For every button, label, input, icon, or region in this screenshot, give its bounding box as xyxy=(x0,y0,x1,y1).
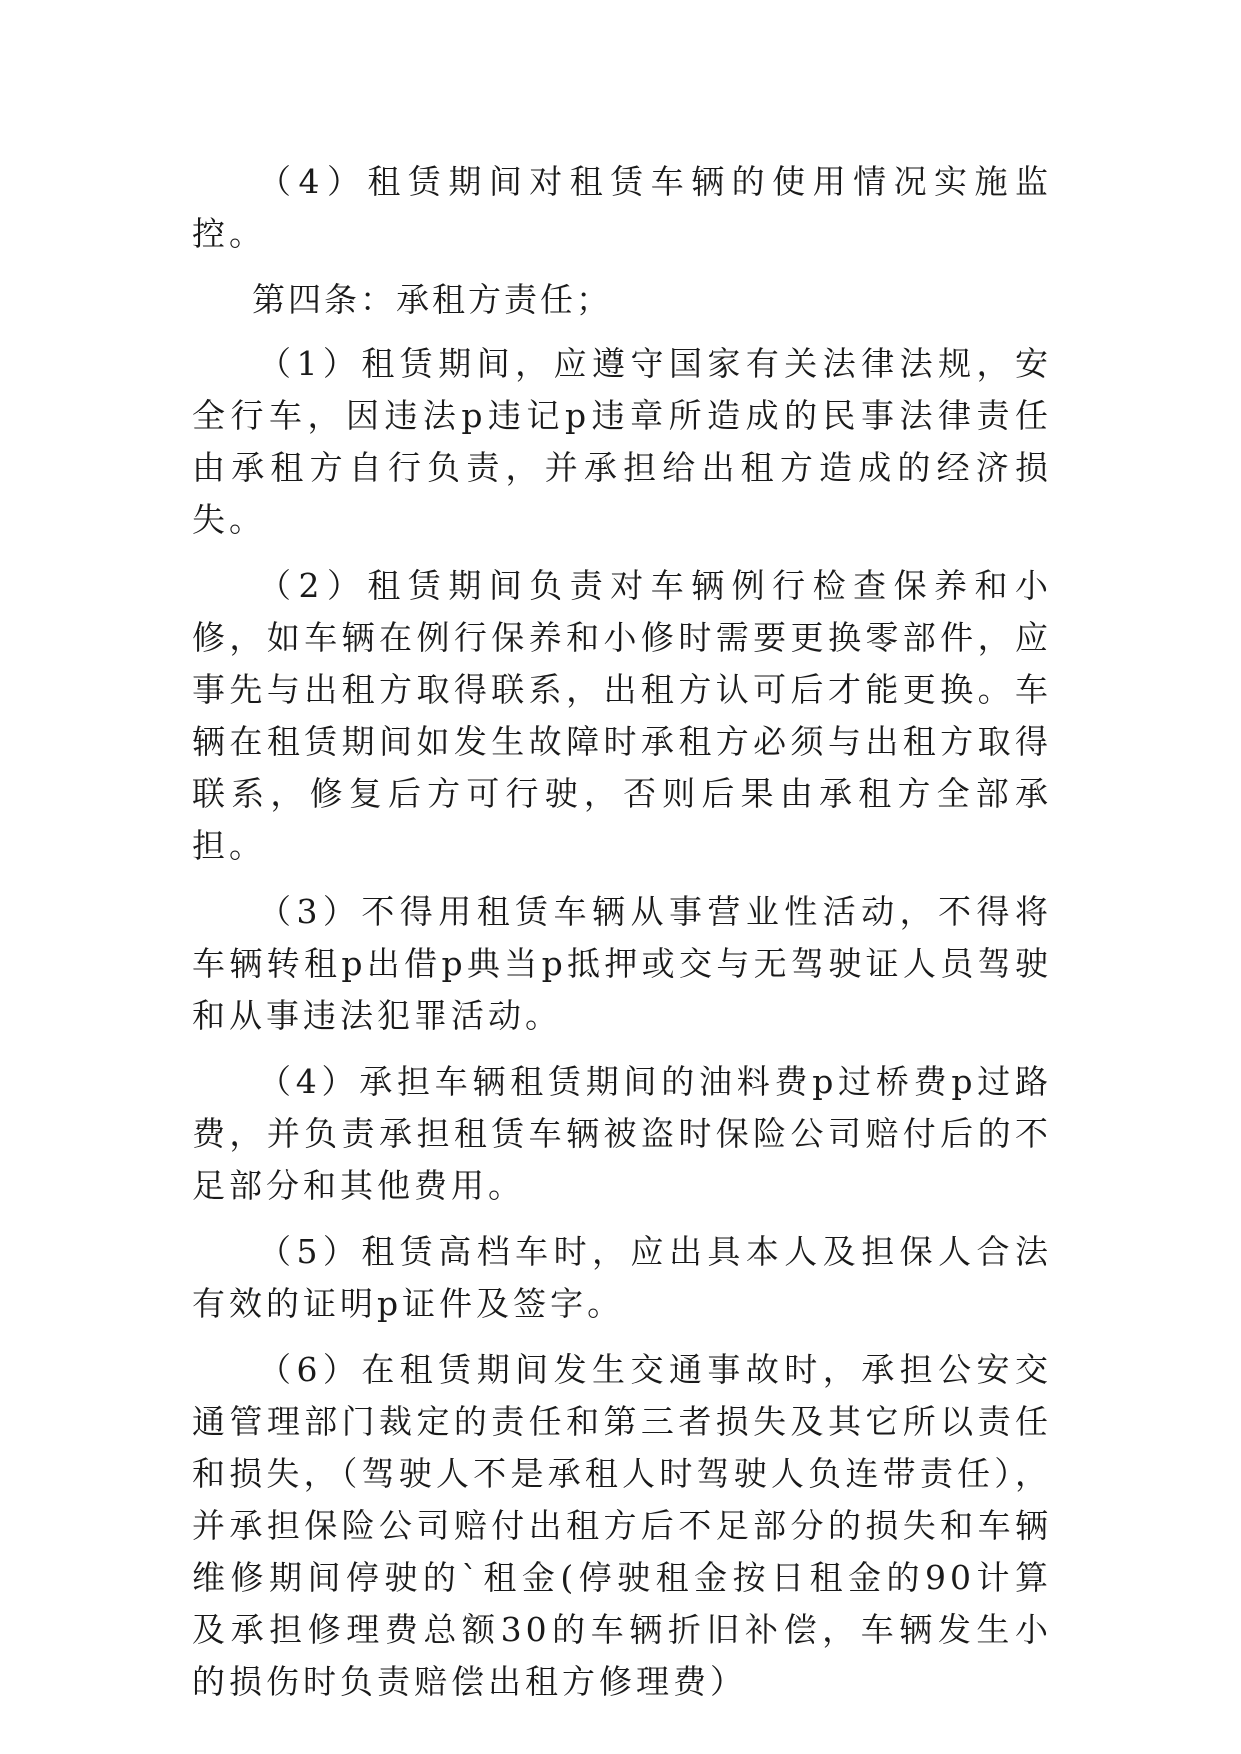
paragraph-item-5-luxury-rental: （5）租赁高档车时，应出具本人及担保人合法有效的证明p证件及签字。 xyxy=(192,1232,1052,1323)
paragraph-item-3-prohibited-use: （3）不得用租赁车辆从事营业性活动，不得将车辆转租p出借p典当p抵押或交与无驾驶证人员驾驶和从事违法犯罪活动。 xyxy=(192,892,1052,1035)
paragraph-item-4-monitoring: （4）租赁期间对租赁车辆的使用情况实施监控。 xyxy=(192,162,1052,253)
paragraph-item-6-accident: （6）在租赁期间发生交通事故时，承担公安交通管理部门裁定的责任和第三者损失及其它所以责任和损失，（驾驶人不是承租人时驾驶人负连带责任），并承担保险公司赔付出租方后不足部分的损失和车辆维修期间停驶的`租金(停驶租金按日租金的90计算及承担修理费总额30的车辆折旧补偿，车辆发生小的损伤时负责赔偿出租方修理费） xyxy=(192,1350,1052,1701)
paragraph-item-2-maintenance: （2）租赁期间负责对车辆例行检查保养和小修，如车辆在例行保养和小修时需要更换零部件，应事先与出租方取得联系，出租方认可后才能更换。车辆在租赁期间如发生故障时承租方必须与出租方取得联系，修复后方可行驶，否则后果由承租方全部承担。 xyxy=(192,566,1052,865)
article-four-heading: 第四条：承租方责任； xyxy=(252,280,612,319)
paragraph-item-1-obey-law: （1）租赁期间，应遵守国家有关法律法规，安全行车，因违法p违记p违章所造成的民事法律责任由承租方自行负责，并承担给出租方造成的经济损失。 xyxy=(192,344,1052,539)
paragraph-item-4-fees: （4）承担车辆租赁期间的油料费p过桥费p过路费，并负责承担租赁车辆被盗时保险公司赔付后的不足部分和其他费用。 xyxy=(192,1062,1052,1205)
document-page xyxy=(192,156,1052,1722)
